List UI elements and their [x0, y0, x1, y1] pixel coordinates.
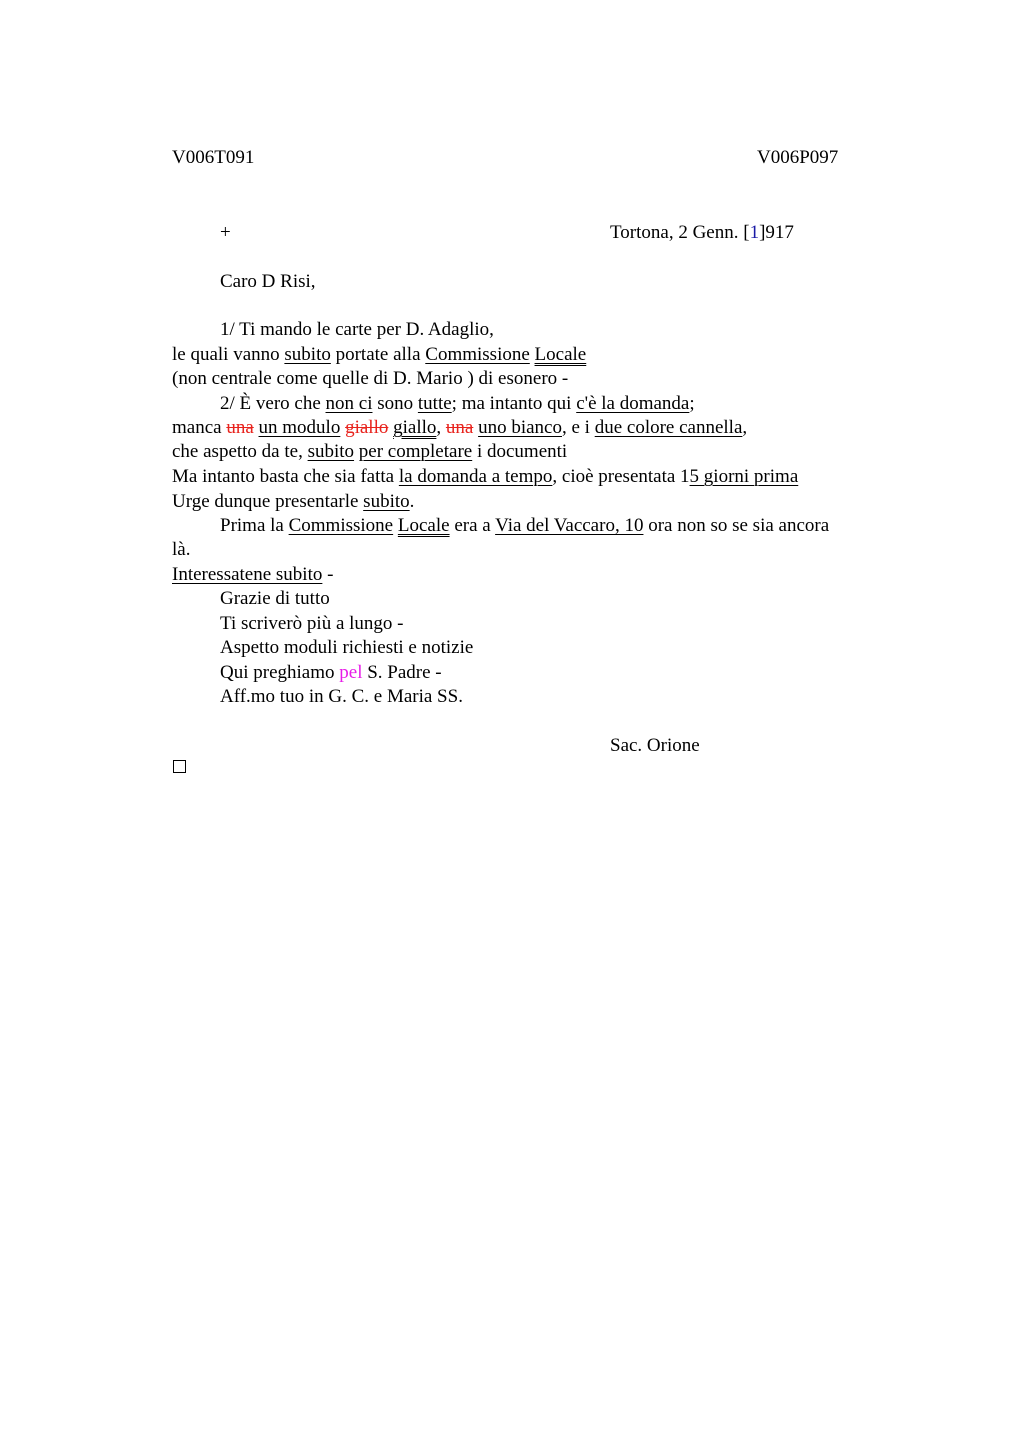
body-line-9: Prima la Commissione Locale era a Via del Vaccaro, 10 ora non so se sia ancora: [220, 515, 830, 536]
body-line-8: Urge dunque presentarle subito.: [172, 491, 415, 512]
closing-line-3: Aspetto moduli richiesti e notizie: [220, 637, 474, 658]
body-line-1: 1/ Ti mando le carte per D. Adaglio,: [220, 319, 494, 340]
body-line-2: le quali vanno subito portate alla Commissione Locale: [172, 344, 587, 365]
body-line-3: (non centrale come quelle di D. Mario ) di esonero -: [172, 368, 569, 389]
body-line-10: là.: [172, 539, 191, 560]
body-line-7: Ma intanto basta che sia fatta la domanda a tempo, cioè presentata 15 giorni prima: [172, 466, 799, 487]
body-line-6: che aspetto da te, subito per completare i documenti: [172, 441, 568, 462]
deleted-word: giallo: [345, 417, 389, 438]
cross-mark: +: [220, 222, 231, 243]
body-line-5: manca una un modulo giallo giallo, una uno bianco, e i due colore cannella,: [172, 417, 748, 438]
document-code-left: V006T091: [172, 147, 255, 168]
deleted-word: una: [226, 417, 254, 438]
closing-line-1: Grazie di tutto: [220, 588, 330, 609]
signature: Sac. Orione: [610, 735, 700, 756]
document-code-right: V006P097: [757, 147, 839, 168]
body-line-11: Interessatene subito -: [172, 564, 334, 585]
letter-date: Tortona, 2 Genn. [1]917: [610, 222, 794, 243]
closing-line-4: Qui preghiamo pel S. Padre -: [220, 662, 442, 683]
deleted-word: una: [445, 417, 474, 438]
salutation: Caro D Risi,: [220, 271, 316, 292]
inserted-word: pel: [339, 662, 363, 683]
body-line-4: 2/ È vero che non ci sono tutte; ma intanto qui c'è la domanda;: [220, 393, 695, 414]
closing-line-2: Ti scriverò più a lungo -: [220, 613, 404, 634]
end-box-icon: [173, 760, 186, 773]
closing-line-5: Aff.mo tuo in G. C. e Maria SS.: [220, 686, 463, 707]
